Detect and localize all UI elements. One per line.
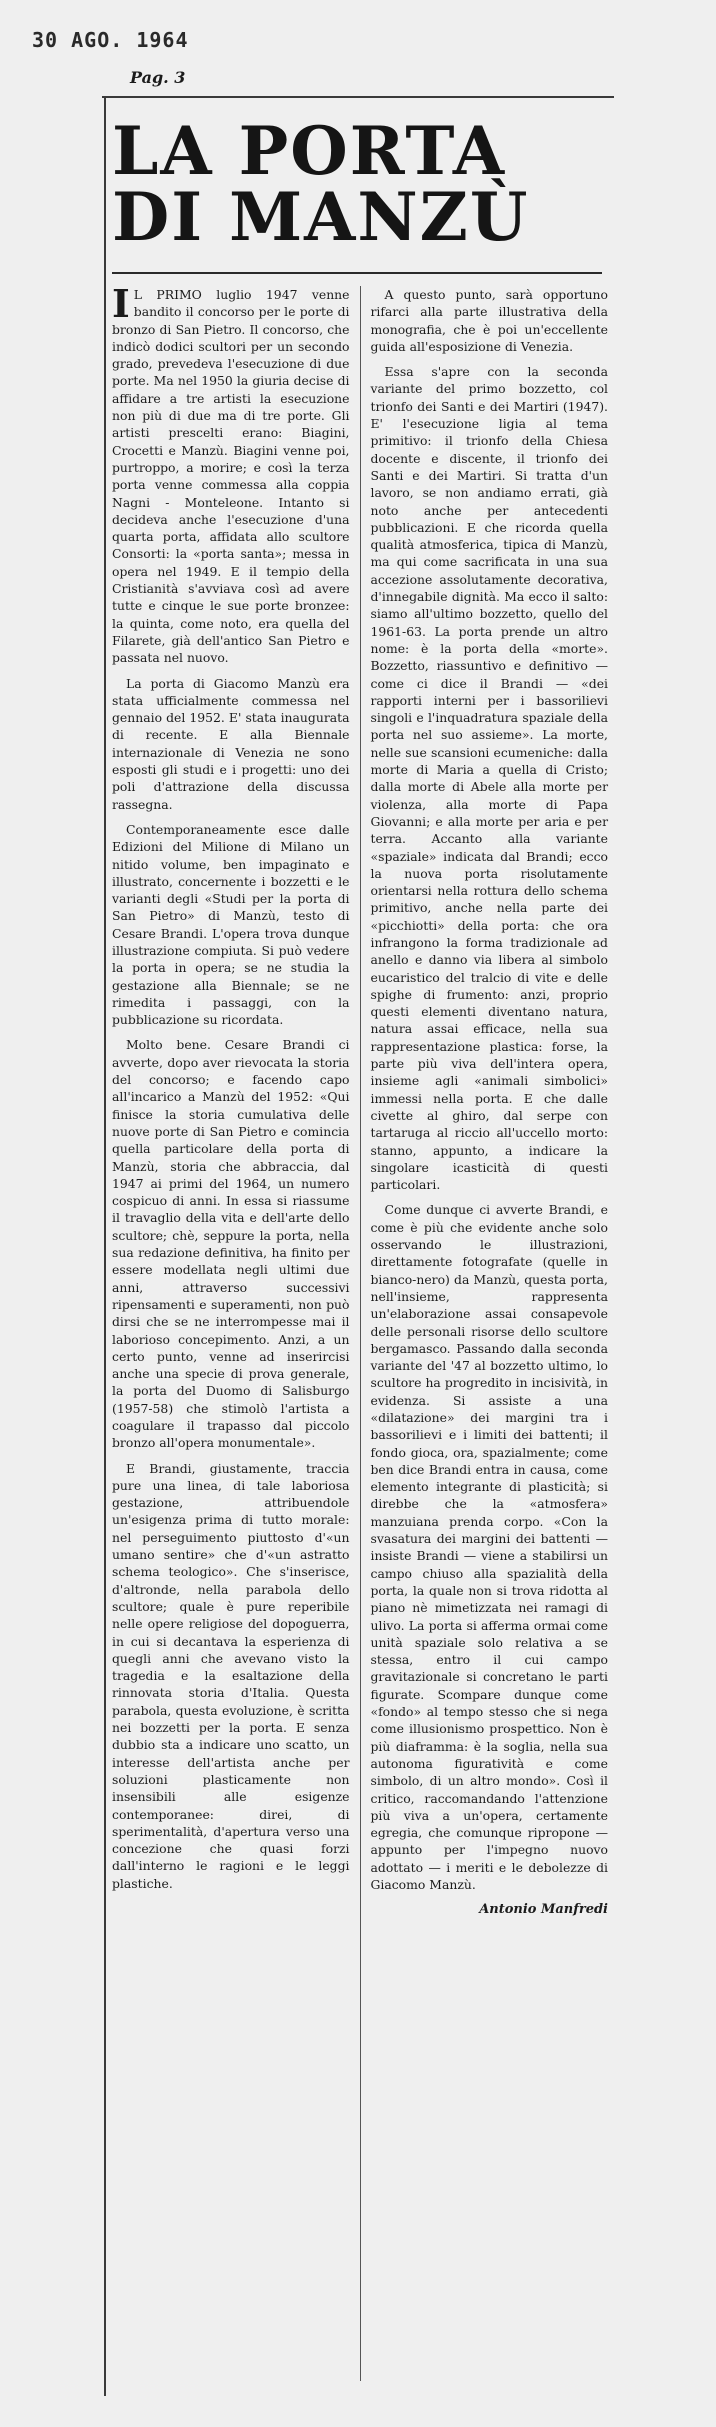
article-body xyxy=(112,281,608,2381)
headline-line-1: LA PORTA xyxy=(112,112,507,190)
paragraph: Contemporaneamente esce dalle Edizioni del Milione di Milano un nitido volume, ben impaginato e illustrato, concernente i bozzetti e le varianti degli «Studi per la porta di San Pietro» di Manzù, testo di Cesare Brandi. L'opera trova dunque illustrazione compiuta. Si può vedere la porta in opera; se ne studia la gestazione alla Biennale; se ne rimedita i passaggi, con la pubblicazione su ricordata. xyxy=(112,821,350,1028)
drop-cap: I xyxy=(112,281,130,326)
paragraph: La porta di Giacomo Manzù era stata ufficialmente commessa nel gennaio del 1952. E' stata inaugurata di recente. E alla Biennale internazionale di Venezia ne sono esposti gli studi e i progetti: uno dei poli d'attrazione della discussa rassegna. xyxy=(112,675,350,812)
headline-line-2: DI MANZÙ xyxy=(112,178,530,256)
column-divider xyxy=(360,286,361,2381)
archive-date-stamp: 30 AGO. 1964 xyxy=(32,28,189,52)
paragraph xyxy=(112,281,350,667)
paragraph: Essa s'apre con la seconda variante del primo bozzetto, col trionfo dei Santi e dei Martiri (1947). E' l'esecuzione ligia al tema primitivo: il trionfo della Chiesa docente e discente, il trionfo dei Santi e dei Martiri. Si tratta d'un lavoro, se non andiamo errati, già noto anche per antecedenti pubblicazioni. E che ricorda quella qualità atmosferica, tipica di Manzù, ma qui come sacrificata in una sua accezione assolutamente decorativa, d'innegabile dignità. Ma ecco il salto: siamo all'ultimo bozzetto, quello del 1961-63. La porta prende un altro nome: è la porta della «morte». Bozzetto, riassuntivo e definitivo — come ci dice il Brandi — «dei rapporti interni per i bassorilievi singoli e l'inquadratura spaziale della porta nel suo assieme». La morte, nelle sue scansioni ecumeniche: dalla morte di Maria a quella di Cristo; dalla morte di Abele alla morte per violenza, alla morte di Papa Giovanni; e alla morte per aria e per terra. Accanto alla variante «spaziale» indicata dal Brandi; ecco la nuova porta risolutamente orientarsi nella rottura dello schema primitivo, anche nella parte dei «picchiotti» della porta: che ora infrangono la forma tradizionale ad anello e danno via libera al simbolo eucaristico del tralcio di vite e delle spighe di frumento: anzi, proprio questi elementi diventano natura, natura assai efficace, nella sua rappresentazione plastica: forse, la parte più viva dell'intera opera, insieme agli «animali simbolici» immessi nella porta. E che dalle civette al ghiro, dal serpe con tartaruga al riccio all'uccello morto: stanno, appunto, a indicare la singolare icasticità di questi particolari. xyxy=(370,364,608,1193)
article-column-2 xyxy=(371,286,609,2381)
paragraph: E Brandi, giustamente, traccia pure una linea, di tale laboriosa gestazione, attribuendole un'esigenza prima di tutto morale: nel perseguimento piuttosto d'«un umano sentire» che d'«un astratto schema teologico». Che s'inserisce, d'altronde, nella parabola dello scultore; quale è pure reperibile nelle opere religiose del dopoguerra, in cui si decantava la esperienza di quegli anni che avevano visto la tragedia e la esaltazione della rinnovata storia d'Italia. Questa parabola, questa evoluzione, è scritta nei bozzetti per la porta. E senza dubbio sta a indicare uno scatto, un interesse dell'artista anche per soluzioni plasticamente non insensibili alle esigenze contemporanee: direi, di sperimentalità, d'apertura verso una concezione che quasi forzi dall'interno le ragioni e le leggi plastiche. xyxy=(112,1460,350,1891)
paragraph: Molto bene. Cesare Brandi ci avverte, dopo aver rievocata la storia del concorso; e facendo capo all'incarico a Manzù del 1952: «Qui finisce la storia cumulativa delle nuove porte di San Pietro e comincia quella particolare della porta di Manzù, storia che abbraccia, dal 1947 ai primi del 1964, un numero cospicuo di anni. In essa si riassume il travaglio della vita e dell'arte dello scultore; chè, seppure la porta, nella sua redazione definitiva, ha finito per essere modellata negli ultimi due anni, attraverso successivi ripensamenti e superamenti, non può dirsi che se ne interrompesse mai il laborioso concepimento. Anzi, a un certo punto, venne ad inserircisi anche una specie di prova generale, la porta del Duomo di Salisburgo (1957-58) che stimolò l'artista a coagulare il trapasso dal piccolo bronzo all'opera monumentale». xyxy=(112,1037,350,1451)
page-number: Pag. 3 xyxy=(130,68,186,87)
article-headline xyxy=(112,112,612,256)
article-column-1 xyxy=(112,281,350,2381)
paragraph: A questo punto, sarà opportuno rifarci alla parte illustrativa della monografia, che è poi un'eccellente guida all'esposizione di Venezia. xyxy=(370,287,608,354)
paragraph: Come dunque ci avverte Brandi, e come è più che evidente anche solo osservando le illustrazioni, direttamente fotografate (quelle in bianco-nero) da Manzù, questa porta, nell'insieme, rappresenta un'elaborazione assai consapevole delle personali risorse dello scultore bergamasco. Passando dalla seconda variante del '47 al bozzetto ultimo, lo scultore ha progredito in incisività, in evidenza. Si assiste a una «dilatazione» dei margini tra i bassorilievi e i limiti dei battenti; il fondo gioca, ora, spazialmente; come ben dice Brandi entra in causa, come elemento integrante di plasticità; si direbbe che la «atmosfera» manzuiana prenda corpo. «Con la svasatura dei margini dei battenti — insiste Brandi — viene a stabilirsi un campo chiuso alla spazialità della porta, la quale non si trova ridotta al piano nè mimetizzata nei ramagi di ulivo. La porta si afferma ormai come unità spaziale solo relativa a se stessa, entro il cui campo gravitazionale si concretano le parti figurate. Scompare dunque come «fondo» al tempo stesso che si nega come illusionismo prospettico. Non è più diaframma: è la soglia, nella sua autonoma figuratività e come simbolo, di un altro mondo». Così il critico, raccomandando l'attenzione più viva a un'opera, certamente egregia, che comunque ripropone — appunto per l'impegno nuovo adottato — i meriti e le debolezze di Giacomo Manzù. xyxy=(370,1202,608,1893)
headline-rule xyxy=(112,272,602,274)
paragraph-text: L PRIMO luglio 1947 venne bandito il concorso per le porte di bronzo di San Pietro. Il concorso, che indicò dodici scultori per un secondo grado, prevedeva l'esecuzione di due porte. Ma nel 1950 la giuria decise di affidare a tre artisti la esecuzione non più di due ma di tre porte. Gli artisti prescelti erano: Biagini, Crocetti e Manzù. Biagini venne poi, purtroppo, a morire; e così la terza porta venne commessa alla coppia Nagni - Monteleone. Intanto si decideva anche l'esecuzione d'una quarta porta, affidata allo scultore Consorti: la «porta santa»; messa in opera nel 1949. E il tempio della Cristianità s'avviava così ad avere tutte e cinque le sue porte bronzee: la quinta, come noto, era quella del Filarete, già dell'antico San Pietro e passata nel nuovo. xyxy=(112,287,350,666)
author-signature: Antonio Manfredi xyxy=(479,1902,608,1918)
newspaper-clipping xyxy=(104,96,614,2396)
